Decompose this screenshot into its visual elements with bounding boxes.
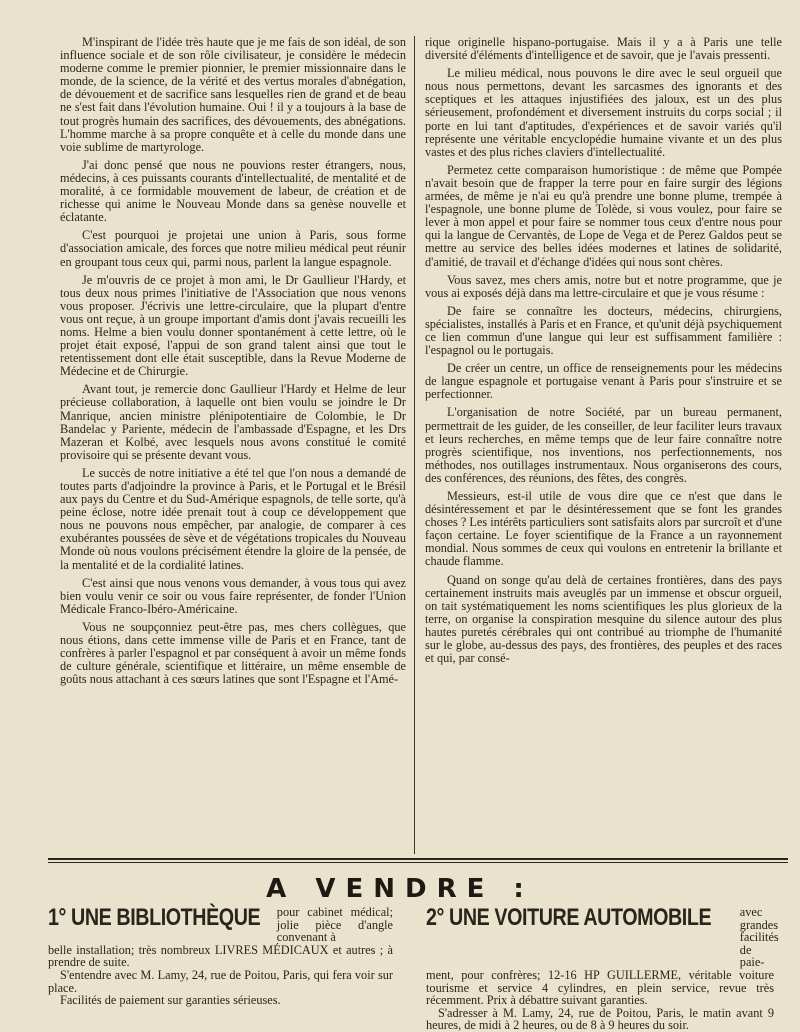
paragraph: Vous ne soupçonniez peut-être pas, mes chers collègues, que nous étions, dans cette immense ville de Paris et en France, tant de confrères à parler l'espagnol et par conséquent à avoir un même fonds de culture générale, scientifique et littéraire, un même ensemble de goûts nous attachant à ces sœurs latines que sont l'Espagne et l'Amé- [60,619,406,687]
paragraph: Avant tout, je remercie donc Gaullieur l'Hardy et Helme de leur précieuse collaboration, à laquelle ont bien voulu se joindre le Dr Manrique, ancien ministre plénipotentiaire de Colombie, le Dr Bandelac y Pariente, médecin de l'ambassade d'Espagne, et les Drs Mazeran et Kolbé, avec lesquels nous avons constitué le comité provisoire qui se présente devant vous. [60,382,406,462]
paragraph: L'organisation de notre Société, par un bureau permanent, permettrait de les guider, de les conseiller, de leur faciliter leurs travaux et leurs recherches, en même temps que de leur faire connaître notre progrès scientifique, nos inventions, nos perfectionnements, nos méthodes, nos outillages instrumentaux. Nous organiserons des cours, des conférences, des réunions, des fêtes, des congrès. [425,405,782,485]
paragraph: M'inspirant de l'idée très haute que je me fais de son idéal, de son influence sociale et de son rôle civilisateur, je considère le médecin moderne comme le premier pionnier, le premier missionnaire dans le monde, de la science, de la vérité et des vertus morales d'abnégation, de dévouement et de sacrifice sans lesquelles rien de grand et de beau ne s'est fait dans l'évolution humaine. Oui ! il y a toujours à la base de tout progrès humain des sacrifices, des dévouements, des abnégations. L'homme marche à sa propre conquête et à celle du monde dans une voie sublime de martyrologe. [60,35,406,154]
for-sale-heading: A VENDRE : [266,874,534,904]
classified-ad-library [48,905,393,1007]
column-divider [414,36,415,854]
ad-body: belle installation; très nombreux LIVRES MÉDICAUX et autres ; à prendre de suite. [48,942,393,970]
ad-title: 1° UNE BIBLIOTHÈQUE [48,904,261,931]
classified-ad-automobile [426,904,779,1032]
ad-body: ment, pour confrères; 12-16 HP GUILLERME, véritable voiture tourisme et service 4 cylindres, en plein service, revue très récemment. Prix à débattre suivant garanties. [426,967,774,1008]
paragraph: Je m'ouvris de ce projet à mon ami, le Dr Gaullieur l'Hardy, et tous deux nous primes l'initiative de l'Association que nous venons vous proposer. J'écrivis une lettre-circulaire, que la plupart d'entre vous ont reçue, à un groupe important d'amis dont j'avais recueilli les noms. Helme a bien voulu donner spontanément à cette lettre, où le projet était exposé, l'appui de son grand talent ainsi que tout le retentissement dont elle était susceptible, dans la Revue Moderne de Médecine et de Chirurgie. [60,272,406,379]
paragraph: Permetez cette comparaison humoristique : de même que Pompée n'avait besoin que de frapper la terre pour en faire surgir des légions armées, de même je n'ai eu qu'à prendre une bonne plume, trempée à l'espagnole, une bonne plume de Tolède, si vous voulez, pour faire se lever à mon appel et pour faire se nommer tous ceux d'entre nous pour qui la langue de Cervantès, de Lope de Vega et de Perez Galdos peut se mettre au service des belles idées modernes et latines de solidarité, d'amitié, de travail et d'échange d'idées qui nous sont chères. [425,162,782,269]
ad-subtitle: pour cabinet médical; jolie pièce d'angle convenant à [276,905,393,945]
section-rule-thin [48,862,788,863]
ad-subtitle: avec grandes facilités de paie- [739,905,779,970]
paragraph: Vous savez, mes chers amis, notre but et notre programme, que je vous ai exposés déjà dans ma lettre-circulaire et que je vous résume : [425,272,782,300]
paragraph: De faire se connaître les docteurs, médecins, chirurgiens, spécialistes, installés à Paris et en France, et qu'unit déjà psychiquement ce lien commun d'une langue qui leur est suffisamment familière : l'espagnol ou le portugais. [425,303,782,358]
ad-terms: Facilités de paiement sur garanties sérieuses. [60,993,281,1008]
paragraph: Messieurs, est-il utile de vous dire que ce n'est que dans le désintéressement et par le désintéressement que se font les grandes choses ? Les intérêts particuliers sont satisfaits alors par surcroît et d'une façon certaine. Le foyer scientifique de la France a un rayonnement mondial. Nous sommes de ceux qui voulons en entretenir la brillante et chaude flamme. [425,489,783,569]
paragraph: C'est pourquoi je projetai une union à Paris, sous forme d'association amicale, des forces que notre milieu médical peut réunir en groupant tous ceux qui, parmi nous, parlent la langue espagnole. [60,228,406,269]
section-rule [48,858,788,860]
paragraph: De créer un centre, un office de renseignements pour les médecins de langue espagnole et portugaise venant à Paris pour s'instruire et se perfectionner. [425,361,782,402]
ad-contact: S'entendre avec M. Lamy, 24, rue de Poitou, Paris, qui fera voir sur place. [48,967,393,995]
left-column [60,36,406,691]
right-column [425,36,782,670]
paragraph: Quand on songe qu'au delà de certaines frontières, dans des pays certainement instruits mais aveuglés par un immense et obscur orgueil, on tait systématiquement les noms scientifiques les plus glorieux de la terre, on organise la conspiration mesquine du silence autour des plus hautes puretés cérébrales qui ont contribué au triomphe de l'humanité sur le globe, au-dessus des pays, des frontières, des peuples et des races et qui, par consé- [425,572,782,666]
paragraph: rique originelle hispano-portugaise. Mais il y a à Paris une telle diversité d'éléments d'intelligence et de savoir, que je l'avais pressenti. [425,35,782,63]
paragraph: Le succès de notre initiative a été tel que l'on nous a demandé de toutes parts d'adjoindre la province à Paris, et le Portugal et le Brésil aux pays du Centre et du Sud-Amérique espagnols, de telle sorte, qu'à peine éclose, notre idée prenait tout à coup ce développement que nous ne pouvons nous empêcher, par analogie, de comparer à ces exubérantes poussées de sève et de végétations tropicales du Nouveau Monde où nous voulons précisément étendre la gloire de la pensée, de la mentalité et de la cordialité latines. [60,465,406,572]
paragraph: J'ai donc pensé que nous ne pouvions rester étrangers, nous, médecins, à ces puissants courants d'intellectualité, de mentalité et de moralité, à ce formidable mouvement de labeur, de création et de richesse qui anime le Nouveau Monde dans sa genèse nouvelle et éclatante. [60,157,406,225]
ad-contact: S'adresser à M. Lamy, 24, rue de Poitou, Paris, le matin avant 9 heures, de midi à 2 heures, ou de 8 à 9 heures du soir. [426,1005,774,1032]
paragraph: C'est ainsi que nous venons vous demander, à vous tous qui avez bien voulu venir ce soir ou vous faire représenter, de fonder l'Union Médicale Franco-Ibéro-Américaine. [60,575,406,616]
ad-title: 2° UNE VOITURE AUTOMOBILE [426,904,712,931]
paragraph: Le milieu médical, nous pouvons le dire avec le seul orgueil que nous nous permettons, devant les sarcasmes des ignorants et des sceptiques et les attaques injustifiées des jaloux, est un des plus sérieusement, profondément et diversement instruits du corps social ; il porte en lui tant d'aptitudes, d'expériences et de savoir variés qu'il représente une véritable encyclopédie humaine vivante et un des plus vastes et des plus riches claviers d'intellectualité. [425,66,782,159]
